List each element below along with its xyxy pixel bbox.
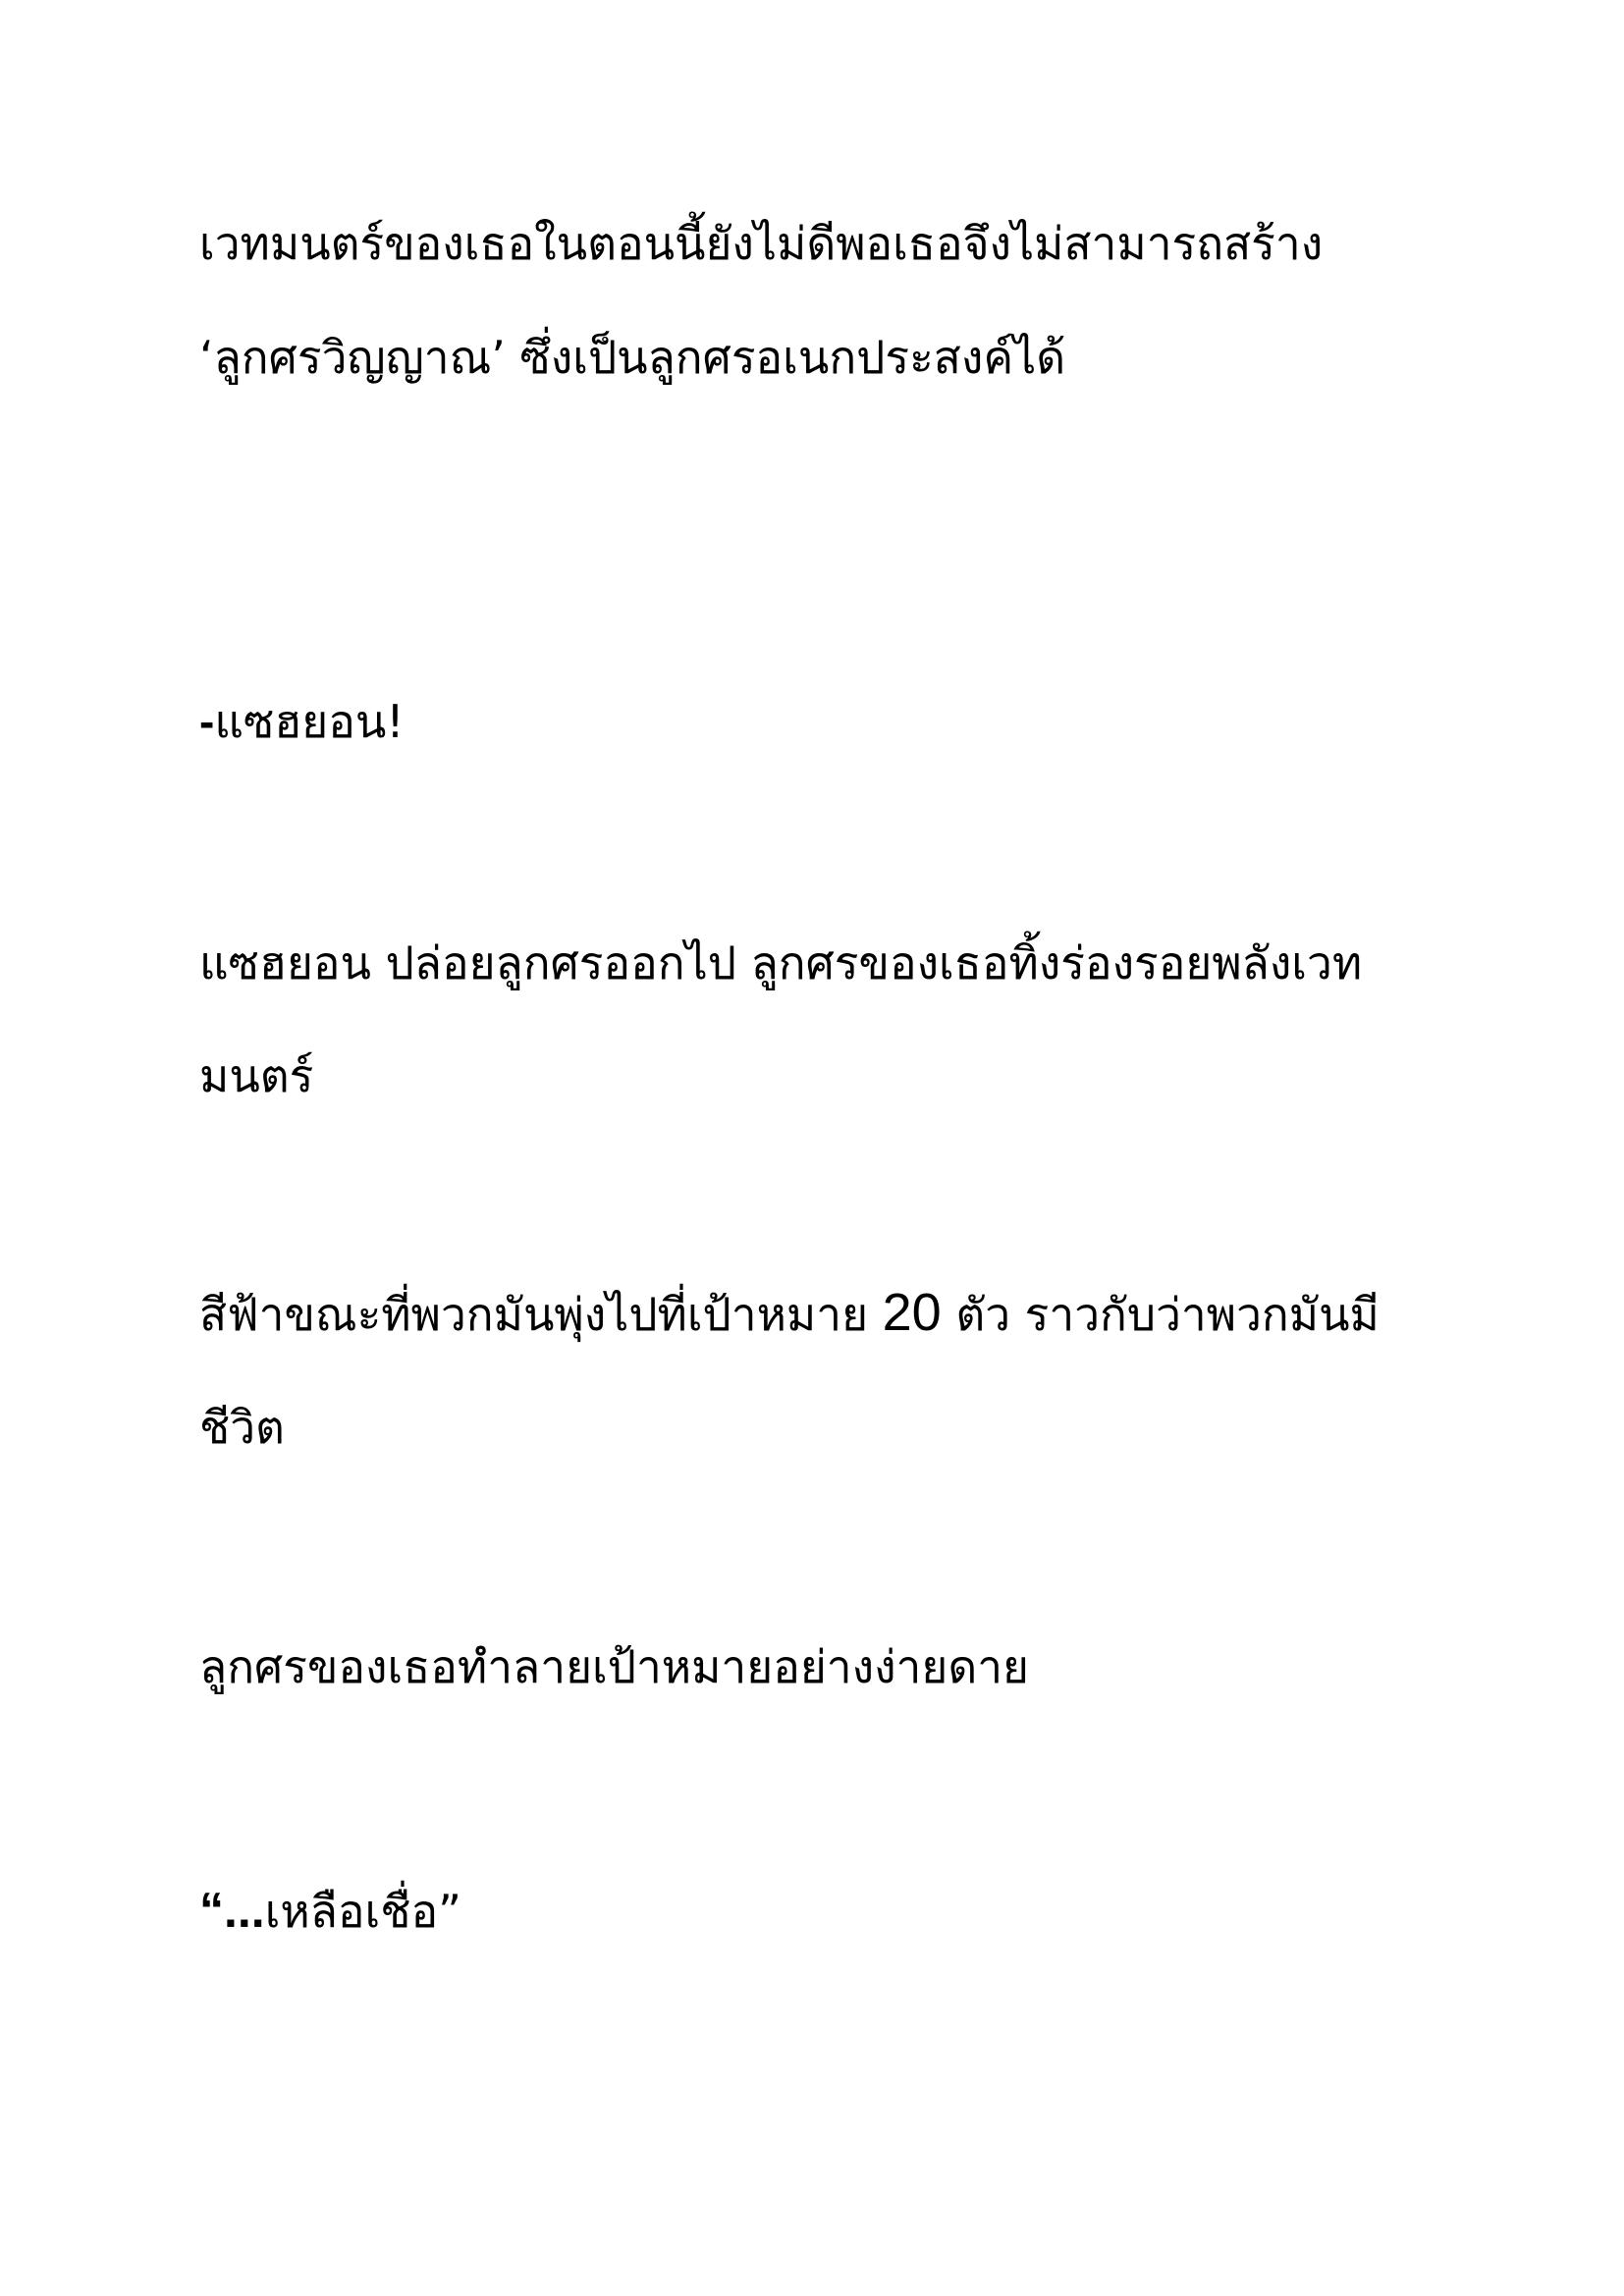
paragraph-6-open: “... bbox=[199, 1883, 265, 1938]
paragraph-4-text-before: สีฟ้าขณะที่พวกมันพุ่งไปที่เป้าหมาย bbox=[199, 1288, 883, 1341]
paragraph-4-line-2: ชีวิต bbox=[199, 1401, 285, 1454]
paragraph-4-line-1 bbox=[199, 1283, 1380, 1344]
paragraph-6 bbox=[199, 1881, 461, 1941]
paragraph-3-line-1: แซฮยอน ปล่อยลูกศรออกไป ลูกศรของเธอทิ้งร่องรอยพลังเวท bbox=[199, 936, 1363, 989]
paragraph-5: ลูกศรของเธอทำลายเป้าหมายอย่างง่ายดาย bbox=[199, 1640, 1029, 1693]
paragraph-1-line-1: เวทมนตร์ของเธอในตอนนี้ยังไม่ดีพอเธอจึงไม่สามารถสร้าง bbox=[199, 217, 1324, 270]
paragraph-4-text-after: ตัว ราวกับว่าพวกมันมี bbox=[941, 1288, 1380, 1341]
paragraph-4-number: 20 bbox=[882, 1283, 942, 1342]
paragraph-6-text: เหลือเชื่อ” bbox=[264, 1885, 461, 1938]
dash: - bbox=[199, 696, 215, 747]
paragraph-2 bbox=[199, 692, 405, 751]
paragraph-2-text: แซฮยอน! bbox=[214, 695, 405, 748]
paragraph-1-line-2: ‘ลูกศรวิญญาณ’ ซึ่งเป็นลูกศรอเนกประสงค์ได้ bbox=[199, 331, 1066, 384]
paragraph-3-line-2: มนตร์ bbox=[199, 1049, 314, 1102]
